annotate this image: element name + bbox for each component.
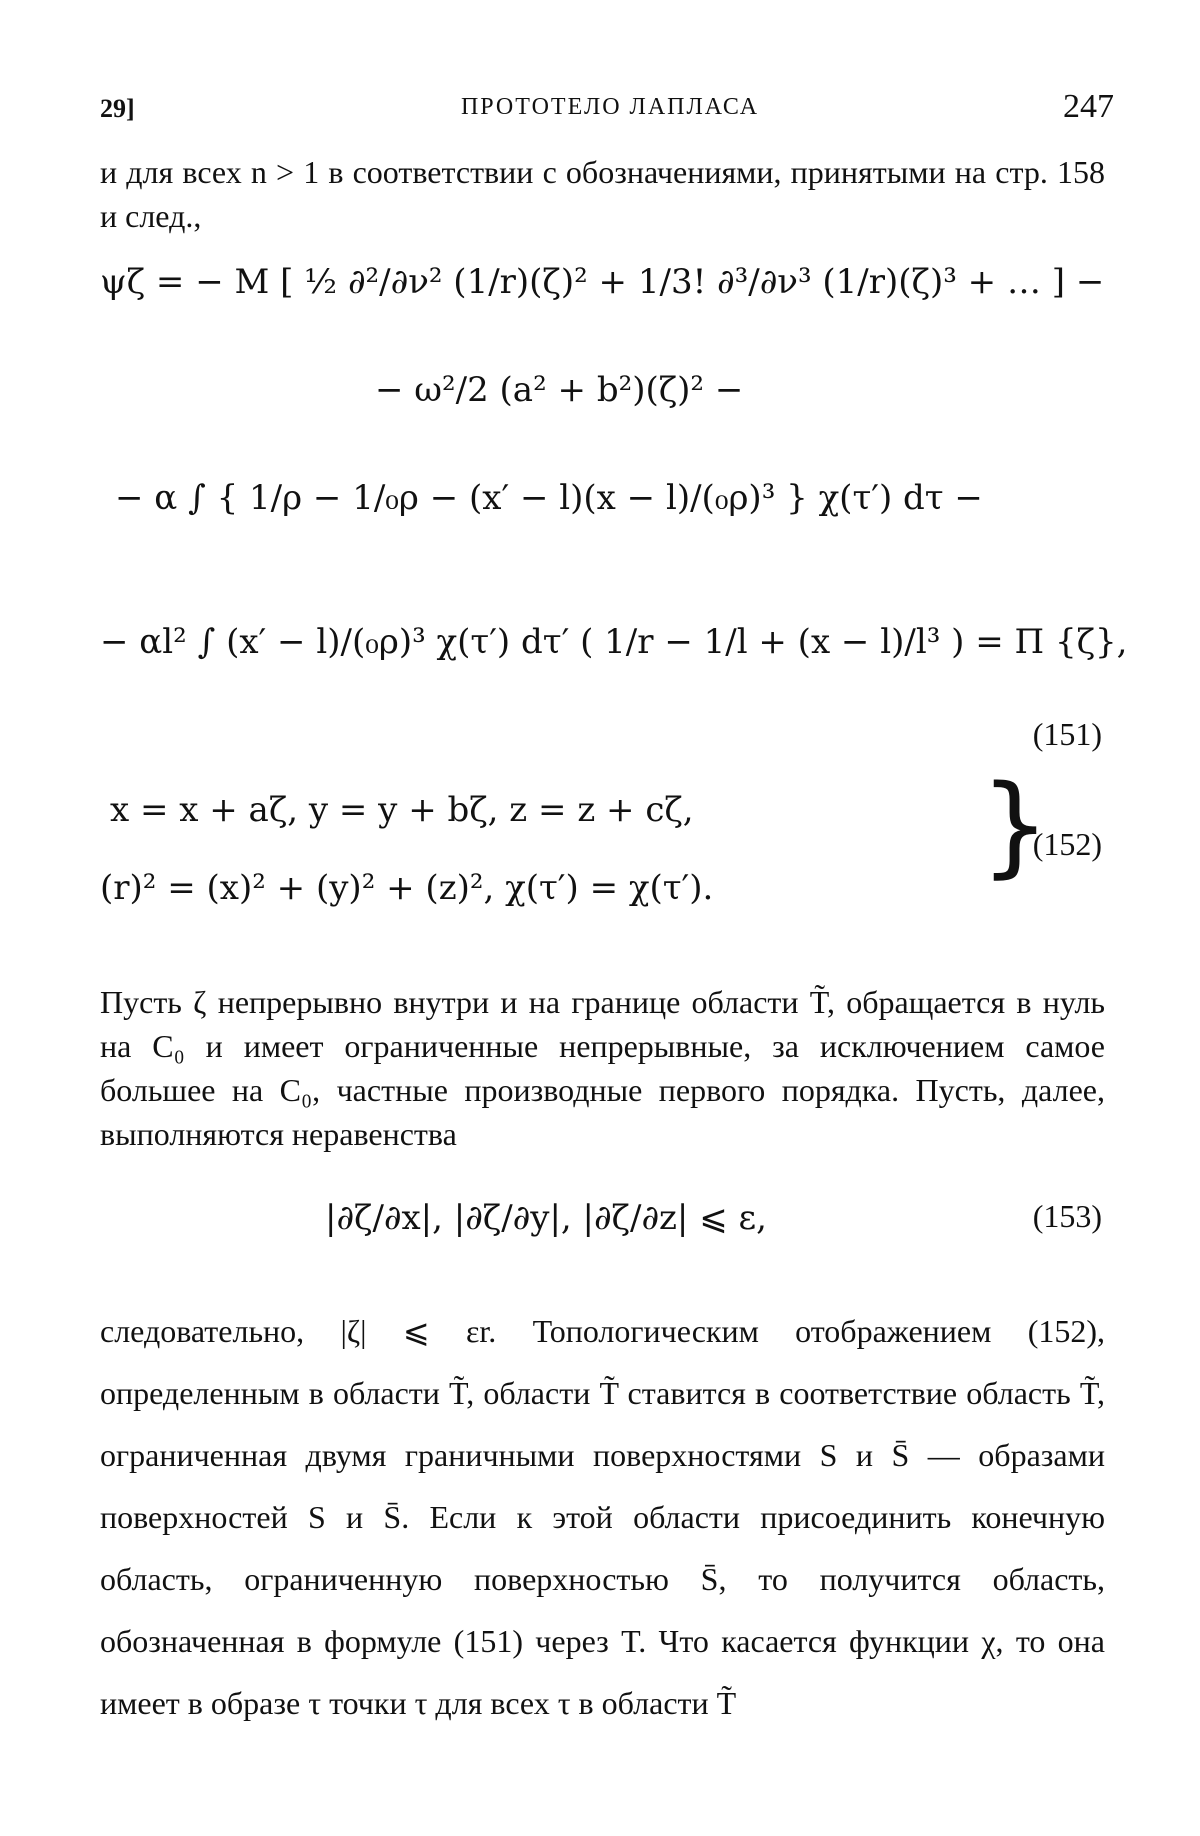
equation-151-line-2: − ω²/2 (a² + b²)(ζ)² −: [375, 370, 744, 410]
running-header: [100, 88, 1120, 128]
equation-153-number: (153): [1032, 1198, 1102, 1234]
equation-151-line-3: − α ∫ { 1/ρ − 1/₀ρ − (x′ − l)(x − l)/(₀ρ)³ } χ(τ′) dτ −: [115, 478, 983, 518]
equation-151-number: (151): [1032, 716, 1102, 752]
running-title: ПРОТОТЕЛО ЛАПЛАСА: [460, 94, 760, 120]
equation-151-line-4: − αl² ∫ (x′ − l)/(₀ρ)³ χ(τ′) dτ′ ( 1/r − 1/l + (x − l)/l³ ) = Π {ζ},: [100, 622, 1128, 662]
right-brace: }: [980, 761, 1050, 889]
paragraph-3-text: следовательно, |ζ| ⩽ εr. Топологическим отображением (152), определенным в области T̃, области T̃ ставится в соответствие область T̃, ограниченная двумя граничными поверхностями S и S̄ — образами поверхностей S и S̄. Если к этой области присоединить конечную область, ограниченную поверхностью S̄, то получится область, обозначенная в формуле (151) через T. Что касается функции χ, то она имеет в образе τ точки τ для всех τ в области T̃: [100, 1313, 1105, 1721]
intro-paragraph: [100, 150, 1105, 238]
equation-152-line-1: x = x + aζ, y = y + bζ, z = z + cζ,: [110, 790, 694, 830]
book-page: [100, 0, 1128, 1836]
page-number: 247: [1063, 88, 1114, 125]
equation-152-number: (152): [1032, 826, 1102, 862]
intro-text: и для всех n > 1 в соответствии с обозначениями, принятыми на стр. 158 и след.,: [100, 154, 1105, 234]
paragraph-3: [100, 1300, 1105, 1734]
section-number: 29]: [100, 94, 135, 123]
equation-153: |∂ζ/∂x|, |∂ζ/∂y|, |∂ζ/∂z| ⩽ ε,: [325, 1198, 767, 1238]
paragraph-2: [100, 980, 1105, 1156]
equation-152-line-2: (r)² = (x)² + (y)² + (z)², χ(τ′) = χ(τ′).: [100, 868, 714, 908]
equation-151-line-1: ψζ = − M [ ½ ∂²/∂ν² (1/r)(ζ)² + 1/3! ∂³/∂ν³ (1/r)(ζ)³ + … ] −: [100, 262, 1105, 302]
paragraph-2-text: Пусть ζ непрерывно внутри и на границе области T̃, обращается в нуль на C₀ и имеет ограниченные непрерывные, за исключением самое большее на C₀, частные производные первого порядка. Пусть, далее, выполняются неравенства: [100, 984, 1105, 1152]
